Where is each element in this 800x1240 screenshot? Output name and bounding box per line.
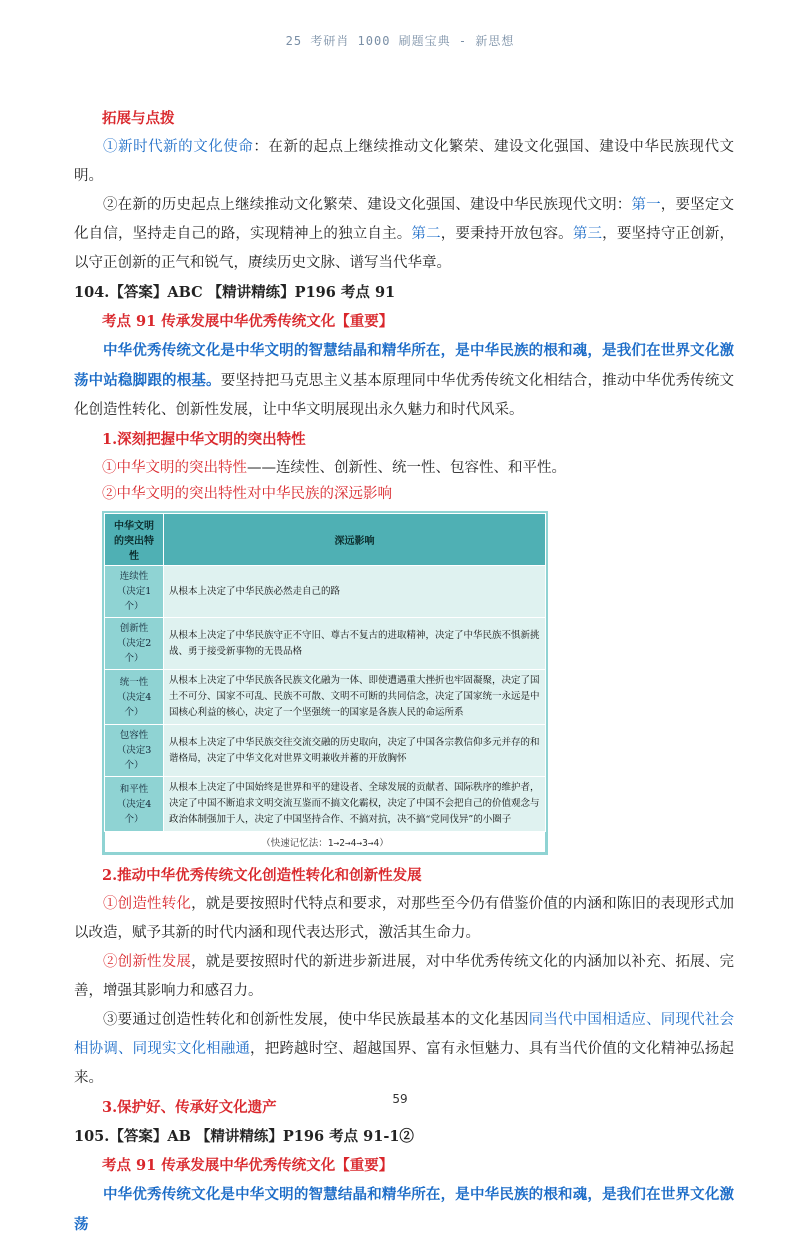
paragraph-gene [74,1006,734,1093]
gene-c: ，把跨越时空、超越国界、富有永恒魅力、具有当代价值的文化精神弘扬起来。 [74,1041,734,1086]
culture-105-blue: 中华优秀传统文化是中华文明的智慧结晶和精华所在，是中华民族的根和魂，是我们在世界文化激荡 [74,1186,734,1233]
gene-a: ③要通过创造性转化和创新性发展，使中华民族最基本的文化基因 [103,1012,529,1028]
memory-note: （快速记忆法：1→2→4→3→4） [104,832,546,853]
table-header-influence: 深远影响 [164,514,546,566]
table-cell-feature: 统一性 （决定4个） [105,670,164,725]
historic-a: ②在新的历史起点上继续推动文化繁荣、建设文化强国、建设中华民族现代文明： [103,197,632,213]
heading-heritage: 3.保护好、传承好文化遗产 [102,1099,277,1116]
table-row [105,670,546,725]
features-table [102,511,548,855]
kaodian-105: 考点 91 传承发展中华优秀传统文化【重要】 [102,1157,394,1174]
mission-rest: ：在新的起点上继续推动文化繁荣、建设文化强国、建设中华民族现代文明。 [74,139,735,184]
heading-transform: 2.推动中华优秀传统文化创造性转化和创新性发展 [102,867,422,884]
page-number: 59 [392,1092,408,1106]
features-lead: ①中华文明的突出特性 [102,460,247,476]
table-cell-feature: 创新性 （决定2个） [105,618,164,670]
page-content [74,104,734,1240]
answer-105: 105.【答案】AB 【精讲精练】P196 考点 91-1② [74,1128,414,1145]
table-cell-feature: 包容性 （决定3个） [105,725,164,777]
creative-rest: ，就是要按照时代特点和要求，对那些至今仍有借鉴价值的内涵和陈旧的表现形式加以改造，赋予其新的时代内涵和现代表达形式，激活其生命力。 [74,896,735,941]
culture-blue: 中华优秀传统文化是中华文明的智慧结晶和精华所在，是中华民族的根和魂，是我们在世界文化激荡中站稳脚跟的根基。 [74,342,734,389]
historic-third: 第三 [572,226,603,242]
heading-features: 1.深刻把握中华文明的突出特性 [102,431,306,448]
table-cell-feature: 连续性 （决定1个） [105,566,164,618]
paragraph-creative-transform [74,890,734,948]
table-cell-influence: 从根本上决定了中华民族交往交流交融的历史取向，决定了中国各宗教信仰多元并存的和谐格局，决定了中华文化对世界文明兼收并蓄的开放胸怀 [164,725,546,777]
kaodian-104: 考点 91 传承发展中华优秀传统文化【重要】 [102,313,394,330]
paragraph-innovative-dev [74,948,734,1006]
gene-b: 同当代中国相适应、同现代社会相协调、同现实文化相融通 [74,1012,735,1057]
mission-lead: ①新时代新的文化使命 [103,139,254,155]
historic-second: 第二 [411,226,441,242]
paragraph-culture-105 [74,1180,734,1240]
table-row [105,618,546,670]
page-header: 25 考研肖 1000 刷题宝典 - 新思想 [285,34,515,48]
innovative-rest: ，就是要按照时代的新进步新进展，对中华优秀传统文化的内涵加以补充、拓展、完善，增强其影响力和感召力。 [74,954,735,999]
paragraph-culture [74,336,734,425]
historic-c: ，要坚定文化自信，坚持走自己的路，实现精神上的独立自主。 [74,197,735,242]
paragraph-mission [74,133,734,191]
table-cell-influence: 从根本上决定了中国始终是世界和平的建设者、全球发展的贡献者、国际秩序的维护者，决定了中国不断追求文明交流互鉴而不搞文化霸权，决定了中国不会把自己的价值观念与政治体制强加于人，决定了中国坚持合作、不搞对抗，决不搞“党同伐异”的小圈子 [164,777,546,832]
historic-g: ，要坚持守正创新，以守正创新的正气和锐气，赓续历史文脉、谱写当代华章。 [74,226,735,271]
historic-e: ，要秉持开放包容。 [440,226,573,242]
table-cell-influence: 从根本上决定了中华民族必然走自己的路 [164,566,546,618]
features-line [74,454,734,483]
paragraph-historic [74,191,734,278]
table-header-feature: 中华文明的突出特性 [105,514,164,566]
features-rest: ——连续性、创新性、统一性、包容性、和平性。 [247,460,566,476]
table-cell-influence: 从根本上决定了中华民族守正不守旧、尊古不复古的进取精神，决定了中华民族不惧新挑战、勇于接受新事物的无畏品格 [164,618,546,670]
table-cell-feature: 和平性 （决定4个） [105,777,164,832]
innovative-lead: ②创新性发展 [103,954,192,970]
creative-lead: ①创造性转化 [103,896,192,912]
culture-rest: 要坚持把马克思主义基本原理同中华优秀传统文化相结合，推动中华优秀传统文化创造性转化、创新性发展，让中华文明展现出永久魅力和时代风采。 [74,373,735,418]
table-cell-influence: 从根本上决定了中华民族各民族文化融为一体、即使遭遇重大挫折也牢固凝聚，决定了国土不可分、国家不可乱、民族不可散、文明不可断的共同信念，决定了国家统一永远是中国核心利益的核心，决定了一个坚强统一的国家是各族人民的命运所系 [164,670,546,725]
influence-line: ②中华文明的突出特性对中华民族的深远影响 [102,486,392,502]
historic-first: 第一 [631,197,661,213]
table-row [105,725,546,777]
table-row [105,566,546,618]
table-row [105,777,546,832]
section-title-expand: 拓展与点拨 [102,110,175,127]
answer-104: 104.【答案】ABC 【精讲精练】P196 考点 91 [74,284,396,301]
